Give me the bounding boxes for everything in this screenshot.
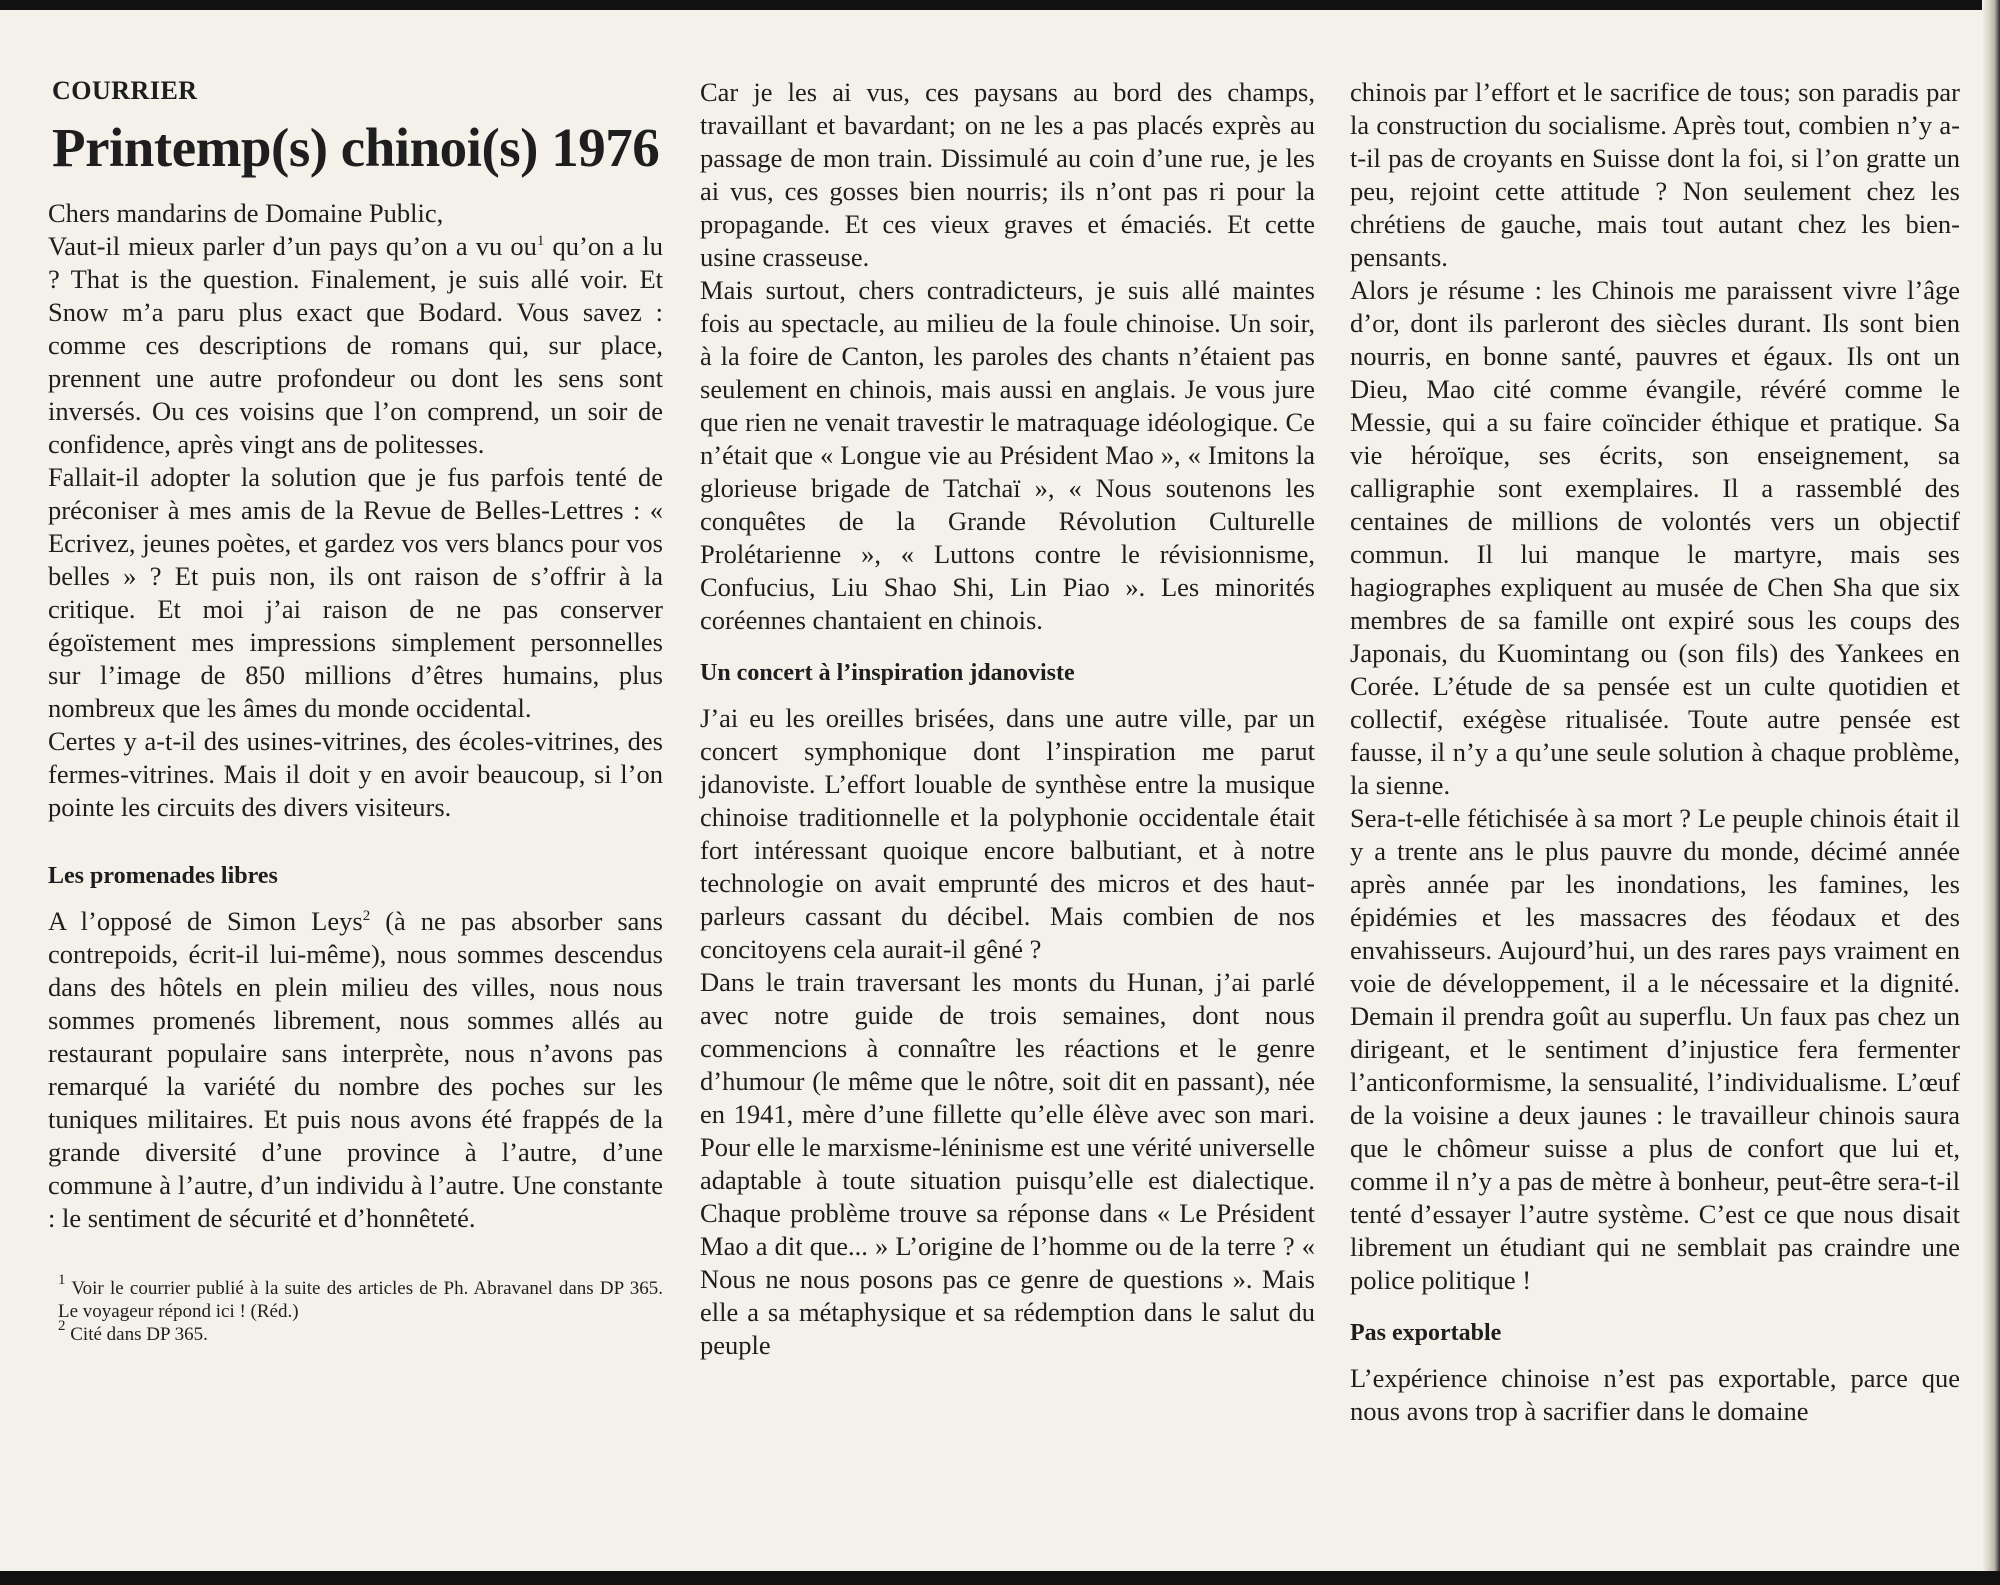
footnote-ref: 1 xyxy=(536,233,545,249)
paragraph: Mais surtout, chers contradicteurs, je suis allé maintes fois au spectacle, au milieu de la foule chinoise. Un soir, à la foire de Canton, les paroles des chants n’étaient pas seulement en chinois, mais aussi en anglais. Je vous jure que rien ne venait travestir le matraquage idéologique. Ce n’était que « Longue vie au Président Mao », « Imitons la glorieuse brigade de Tatchaï », « Nous soutenons les conquêtes de la Grande Révolution Culturelle Prolétarienne », « Luttons contre le révisionnisme, Confucius, Liu Shao Shi, Lin Piao ». Les minorités coréennes chantaient en chinois. xyxy=(700,275,1315,635)
footnote-ref: 2 xyxy=(362,908,371,924)
paragraph: Car je les ai vus, ces paysans au bord des champs, travaillant et bavardant; on ne les a pas placés exprès au passage de mon train. Dissimulé au coin d’une rue, je les ai vus, ces gosses bien nourris; ils n’ont pas ri pour la propagande. Et ces vieux graves et émaciés. Et cette usine crasseuse. xyxy=(700,77,1315,272)
paragraph: Certes y a-t-il des usines-vitrines, des écoles-vitrines, des fermes-vitrines. Mais il doit y en avoir beaucoup, si l’on pointe les circuits des divers visiteurs. xyxy=(48,726,663,822)
paragraph: Alors je résume : les Chinois me paraissent vivre l’âge d’or, dont ils parleront des siècles durant. Ils sont bien nourris, en bonne santé, pauvres et égaux. Ils ont un Dieu, Mao cité comme évangile, révéré comme le Messie, qui a su faire coïncider éthique et pratique. Sa vie héroïque, ses écrits, son enseignement, sa calligraphie sont exemplaires. Il a rassemblé des centaines de millions de volontés vers un objectif commun. Il lui manque le martyre, mais ses hagiographes expliquent au musée de Chen Sha que six membres de sa famille ont expiré sous les coups des Japonais, du Kuomintang ou (son fils) des Yankees en Corée. L’étude de sa pensée est un culte quotidien et collectif, exégèse ritualisée. Toute autre pensée est fausse, il n’y a qu’une seule solution à chaque problème, la sienne. xyxy=(1350,275,1960,800)
paragraph: Fallait-il adopter la solution que je fus parfois tenté de préconiser à mes amis de la Revue de Belles-Lettres : « Ecrivez, jeunes poètes, et gardez vos vers blancs pour vos belles » ? Et puis non, ils ont raison de s’offrir à la critique. Et moi j’ai raison de ne pas conserver égoïstement mes impressions simplement personnelles sur l’image de 850 millions d’êtres humains, plus nombreux que les âmes du monde occidental. xyxy=(48,462,663,723)
footnote: $^2$ Cité dans DP 365. xyxy=(58,1318,208,1345)
column-3 xyxy=(1350,76,1960,1428)
top-scan-edge xyxy=(0,0,2000,10)
salutation: Chers mandarins de Domaine Public, xyxy=(48,198,444,228)
subheading: Les promenades libres xyxy=(48,863,278,889)
paragraph: chinois par l’effort et le sacrifice de tous; son paradis par la construction du socialisme. Après tout, combien n’y a-t-il pas de croyants en Suisse dont la foi, si l’on gratte un peu, rejoint cette attitude ? Non seulement chez les chrétiens de gauche, mais tout autant chez les bien-pensants. xyxy=(1350,77,1960,272)
paragraph: Sera-t-elle fétichisée à sa mort ? Le peuple chinois était il y a trente ans le plus pauvre du monde, décimé année après année par les inondations, les famines, les épidémies et les massacres des féodaux et des envahisseurs. Aujourd’hui, un des rares pays vraiment en voie de développement, il a le nécessaire et la dignité. Demain il prendra goût au superflu. Un faux pas chez un dirigeant, et le sentiment d’injustice fera fermenter l’anticonformisme, la sensualité, l’individualisme. L’œuf de la voisine a deux jaunes : le travailleur chinois saura que le chômeur suisse a plus de confort que lui et, comme il n’y a pas de mètre à bonheur, peut-être sera-t-il tenté d’essayer l’autre système. C’est ce que nous disait librement un étudiant qui ne semblait pas craindre une police politique ! xyxy=(1350,803,1960,1295)
paragraph: J’ai eu les oreilles brisées, dans une autre ville, par un concert symphonique dont l’inspiration me parut jdanoviste. L’effort louable de synthèse entre la musique chinoise traditionnelle et la polyphonie occidentale était fort intéressant quoique encore balbutiant, et à notre technologie on avait emprunté des micros et des haut-parleurs cassant du décibel. Mais combien de nos concitoyens cela aurait-il gêné ? xyxy=(700,703,1315,964)
paragraph: A l’opposé de Simon Leys$^2$ (à ne pas absorber sans contrepoids, écrit-il lui-même), nous sommes descendus dans des hôtels en plein milieu des villes, nous nous sommes promenés librement, nous sommes allés au restaurant populaire sans interprète, nous n’avons pas remarqué la variété du nombre des poches sur les tuniques militaires. Et puis nous avons été frappés de la grande diversité d’une province à l’autre, d’une commune à l’autre, d’un individu à l’autre. Une constante : le sentiment de sécurité et d’honnêteté. xyxy=(48,906,663,1233)
paragraph: Dans le train traversant les monts du Hunan, j’ai parlé avec notre guide de trois semaines, dont nous commencions à connaître les réactions et le genre d’humour (le même que le nôtre, soit dit en passant), née en 1941, mère d’une fillette qu’elle élève avec son mari. Pour elle le marxisme-léninisme est une vérité universelle adaptable à toute situation puisqu’elle est dialectique. Chaque problème trouve sa réponse dans « Le Président Mao a dit que... » L’origine de l’homme ou de la terre ? « Nous ne nous posons pas ce genre de questions ». Mais elle a sa métaphysique et sa rédemption dans le salut du peuple xyxy=(700,967,1315,1360)
subheading: Pas exportable xyxy=(1350,1320,1502,1346)
page-binding-edge xyxy=(1982,0,2000,1585)
subheading: Un concert à l’inspiration jdanoviste xyxy=(700,660,1075,686)
column-1 xyxy=(48,62,663,1346)
article-title: Printemp(s) chinoi(s) 1976 xyxy=(52,117,660,178)
paragraph: Vaut-il mieux parler d’un pays qu’on a vu $ou^1$ qu’on a lu ? That is the question. Finalement, je suis allé voir. Et Snow m’a paru plus exact que Bodard. Vous savez : comme ces descriptions de romans qui, sur place, prennent une autre profondeur ou dont les sens sont inversés. Ou ces voisins que l’on comprend, un soir de confidence, après vingt ans de politesses. xyxy=(48,231,663,459)
paragraph: L’expérience chinoise n’est pas exportable, parce que nous avons trop à sacrifier dans le domaine xyxy=(1350,1363,1960,1426)
bottom-scan-edge xyxy=(0,1571,2000,1585)
column-2 xyxy=(700,76,1315,1362)
footnotes xyxy=(48,1272,663,1346)
footnote: $^1$ Voir le courrier publié à la suite des articles de Ph. Abravanel dans DP 365. Le voyageur répond ici ! (Réd.) xyxy=(58,1272,663,1322)
section-kicker: COURRIER xyxy=(52,76,198,105)
